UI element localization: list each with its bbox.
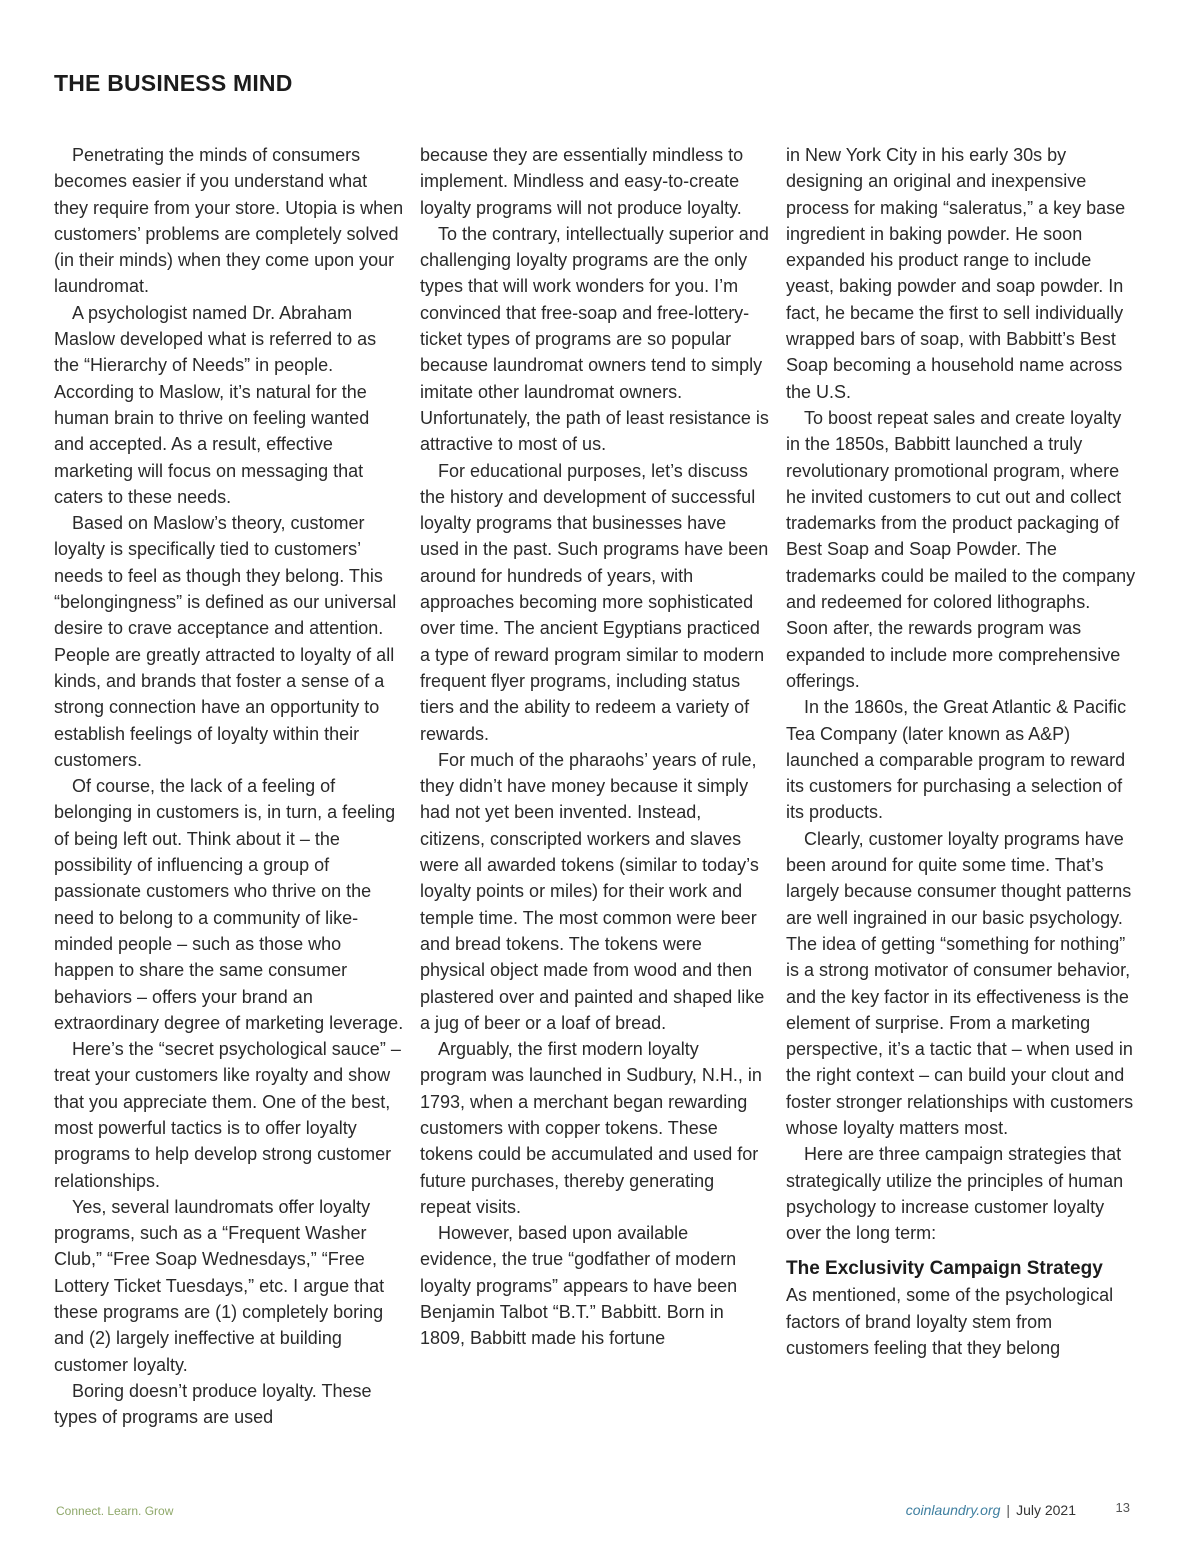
paragraph: For much of the pharaohs’ years of rule, they didn’t have money because it simply had not yet been invented. Instead, citizens, conscripted workers and slaves were all awarded tokens (similar to today’s loyalty points or miles) for their work and temple time. The most common were beer and bread tokens. The tokens were physical object made from wood and then plastered over and painted and shaped like a jug of beer or a loaf of bread. xyxy=(420,749,765,1033)
paragraph: Penetrating the minds of consumers becomes easier if you understand what they require from your store. Utopia is when customers’ problems are completely solved (in their minds) when they come upon your laundromat. xyxy=(54,145,404,297)
paragraph: Of course, the lack of a feeling of belonging in customers is, in turn, a feeling of being left out. Think about it – the possibility of influencing a group of passionate customers who thrive on the need to belong to a community of like-minded people – such as those who happen to share the same consumer behaviors – offers your brand an extraordinary degree of marketing leverage. xyxy=(54,776,404,1033)
section-title: THE BUSINESS MIND xyxy=(54,70,293,96)
paragraph: As mentioned, some of the psychological factors of brand loyalty stem from customers feeling that they belong xyxy=(786,1285,1114,1359)
paragraph: Boring doesn’t produce loyalty. These types of programs are used xyxy=(54,1380,372,1428)
paragraph: For educational purposes, let’s discuss the history and development of successful loyalty programs that businesses have used in the past. Such programs have been around for hundreds of years, with approaches becoming more sophisticated over time. The ancient Egyptians practiced a type of reward program similar to modern frequent flyer programs, including status tiers and the ability to redeem a variety of rewards. xyxy=(420,460,769,744)
subheading: The Exclusivity Campaign Strategy xyxy=(786,1258,1103,1280)
paragraph: To boost repeat sales and create loyalty in the 1850s, Babbitt launched a truly revolutionary promotional program, where he invited customers to cut out and collect trademarks from the product packaging of Best Soap and Soap Powder. The trademarks could be mailed to the company and redeemed for colored lithographs. Soon after, the rewards program was expanded to include more comprehensive offerings. xyxy=(786,407,1136,691)
paragraph: Yes, several laundromats offer loyalty programs, such as a “Frequent Washer Club,” “Free Soap Wednesdays,” “Free Lottery Ticket Tuesdays,” etc. I argue that these programs are (1) completely boring and (2) largely ineffective at building customer loyalty. xyxy=(54,1196,385,1375)
paragraph: Arguably, the first modern loyalty program was launched in Sudbury, N.H., in 1793, when a merchant began rewarding customers with copper tokens. These tokens could be accumulated and used for future purchases, thereby generating repeat visits. xyxy=(420,1039,762,1217)
paragraph: A psychologist named Dr. Abraham Maslow developed what is referred to as the “Hierarchy of Needs” in people. According to Maslow, it’s natural for the human brain to thrive on feeling wanted and accepted. As a result, effective marketing will focus on messaging that caters to these needs. xyxy=(54,302,377,507)
paragraph: To the contrary, intellectually superior and challenging loyalty programs are the only types that will work wonders for you. I’m convinced that free-soap and free-lottery-ticket types of programs are so popular because laundromat owners tend to simply imitate other laundromat owners. Unfortunately, the path of least resistance is attractive to most of us. xyxy=(420,223,769,455)
article-column-1 xyxy=(54,142,404,1431)
paragraph: However, based upon available evidence, the true “godfather of modern loyalty programs” appears to have been Benjamin Talbot “B.T.” Babbitt. Born in 1809, Babbitt made his fortune xyxy=(420,1223,738,1349)
page-number: 13 xyxy=(1115,1500,1130,1515)
paragraph: In the 1860s, the Great Atlantic & Pacific Tea Company (later known as A&P) launched a comparable program to reward its customers for purchasing a selection of its products. xyxy=(786,697,1127,823)
paragraph: Here are three campaign strategies that strategically utilize the principles of human psychology to increase customer loyalty over the long term: xyxy=(786,1144,1124,1244)
footer-issue-date: July 2021 xyxy=(1016,1502,1076,1518)
paragraph: in New York City in his early 30s by designing an original and inexpensive process for making “saleratus,” a key base ingredient in baking powder. He soon expanded his product range to include yeast, baking powder and soap powder. In fact, he became the first to sell individually wrapped bars of soap, with Babbitt’s Best Soap becoming a household name across the U.S. xyxy=(786,145,1126,402)
footer-separator: | xyxy=(1006,1502,1011,1518)
footer-tagline: Connect. Learn. Grow xyxy=(56,1504,174,1518)
footer-publication xyxy=(906,1502,1076,1518)
article-column-2 xyxy=(420,142,770,1352)
paragraph: Clearly, customer loyalty programs have been around for quite some time. That’s largely because consumer thought patterns are well ingrained in our basic psychology. The idea of getting “something for nothing” is a strong motivator of consumer behavior, and the key factor in its effectiveness is the element of surprise. From a marketing perspective, it’s a tactic that – when used in the right context – can build your clout and foster stronger relationships with customers whose loyalty matters most. xyxy=(786,828,1134,1138)
paragraph: Based on Maslow’s theory, customer loyalty is specifically tied to customers’ needs to feel as though they belong. This “belongingness” is defined as our universal desire to crave acceptance and attention. People are greatly attracted to loyalty of all kinds, and brands that foster a sense of a strong connection have an opportunity to establish feelings of loyalty within their customers. xyxy=(54,513,397,770)
footer-website-link[interactable]: coinlaundry.org xyxy=(905,1502,1001,1518)
paragraph: Here’s the “secret psychological sauce” – treat your customers like royalty and show that you appreciate them. One of the best, most powerful tactics is to offer loyalty programs to help develop strong customer relationships. xyxy=(54,1039,401,1191)
paragraph: because they are essentially mindless to implement. Mindless and easy-to-create loyalty programs will not produce loyalty. xyxy=(420,145,744,218)
article-column-3 xyxy=(786,142,1136,1361)
